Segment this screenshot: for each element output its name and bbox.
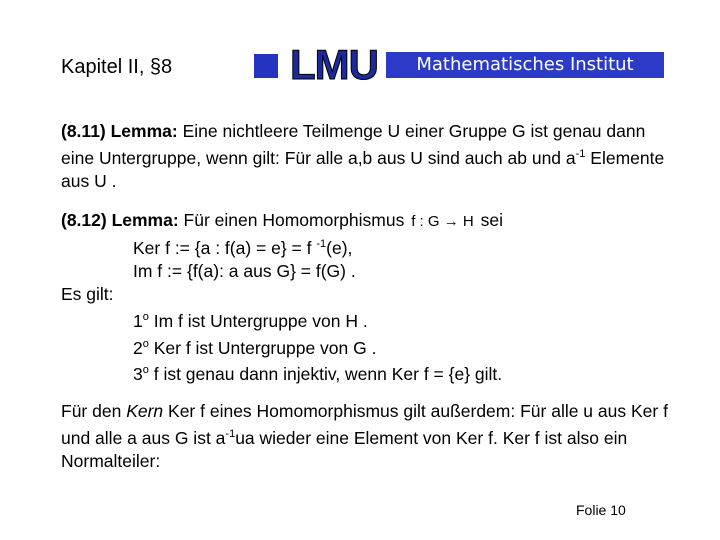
lemma-intro-end: sei bbox=[475, 210, 503, 230]
lemma-8-11 bbox=[61, 120, 671, 193]
lemma-label: (8.12) Lemma: bbox=[61, 210, 179, 230]
image-definition: Im f := {f(a): a aus G} = f(G) . bbox=[133, 260, 356, 281]
list-item: 2$^o$ Ker f ist Untergruppe von G . bbox=[133, 337, 377, 358]
institute-banner: Mathematisches Institut bbox=[386, 52, 664, 78]
homomorphism-formula: f : G → H bbox=[411, 213, 474, 230]
kernel-definition: Ker f := {a : f(a) = e} = f bbox=[133, 237, 317, 258]
lmu-logo: LMU bbox=[290, 41, 378, 88]
superscript: -1 bbox=[575, 148, 586, 160]
superscript: -1 bbox=[225, 428, 236, 440]
chapter-title: Kapitel II, §8 bbox=[61, 56, 173, 78]
lemma-text: Eine nichtleere Teilmenge U einer Gruppe G ist genau dann eine Untergruppe, wenn gilt: Für alle a,b aus U sind auch ab und a bbox=[61, 121, 646, 168]
list-item: 1$^o$ Im f ist Untergruppe von H . bbox=[133, 310, 368, 331]
kernel-paragraph: Für den Kern Ker f eines Homomorphismus gilt außerdem: Für alle u aus Ker f und alle a aus G ist $a^{-1}ua$ wieder eine Element von Ker f. Ker f ist also ein Normalteiler: bbox=[61, 401, 668, 471]
lemma-8-12 bbox=[61, 209, 671, 386]
list-item: 3$^o$ f ist genau dann injektiv, wenn Ker f = {e} gilt. bbox=[133, 364, 503, 385]
superscript: -1 bbox=[316, 238, 327, 250]
es-gilt-label: Es gilt: bbox=[61, 283, 114, 304]
lemma-text: Elemente aus U . bbox=[61, 147, 665, 191]
lemma-label: (8.11) Lemma: bbox=[61, 121, 178, 141]
lemma-intro: Für einen Homomorphismus bbox=[178, 210, 405, 230]
slide-number: Folie 10 bbox=[576, 502, 626, 518]
kernel-definition-end: (e), bbox=[326, 237, 353, 258]
kern-term: Kern bbox=[126, 401, 164, 421]
logo-square bbox=[254, 54, 278, 78]
